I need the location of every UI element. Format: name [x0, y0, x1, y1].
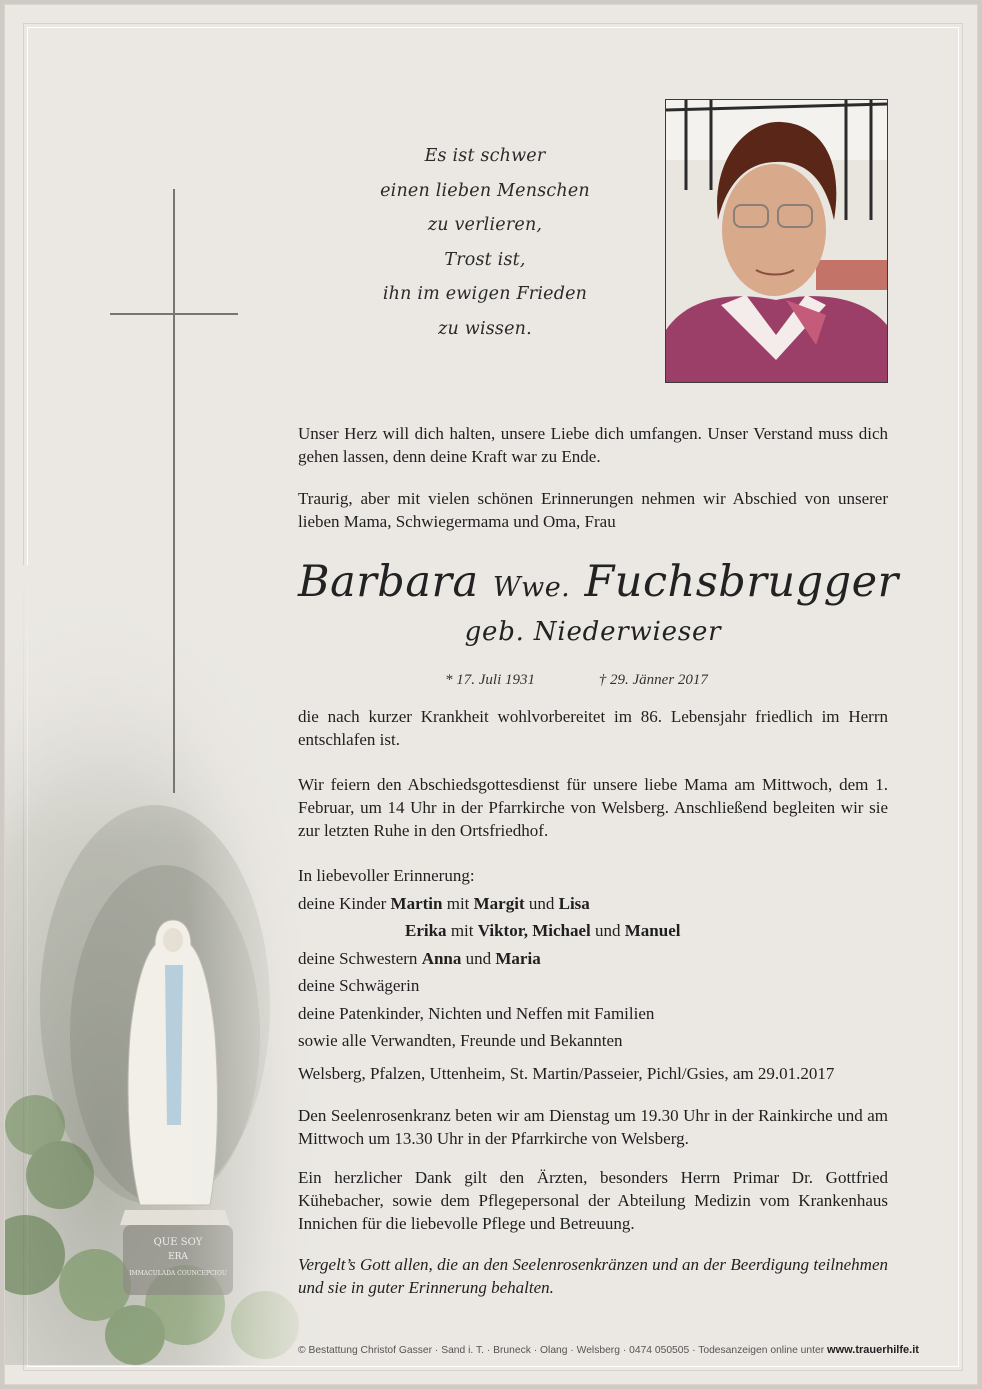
- connector: und: [528, 893, 555, 913]
- death-date: † 29. Jänner 2017: [598, 672, 708, 688]
- poem-line: einen lieben Menschen: [380, 180, 590, 201]
- grotto-background-image: [5, 565, 335, 1365]
- mourners-godchildren: deine Patenkinder, Nichten und Neffen mit Familien: [298, 1003, 655, 1023]
- name-manuel: Manuel: [624, 921, 681, 940]
- name-anna: Anna: [421, 948, 462, 968]
- birth-date: * 17. Juli 1931: [445, 672, 535, 688]
- obituary-card: [4, 4, 978, 1385]
- maiden-name: geb. Niederwieser: [464, 617, 722, 647]
- sisters-prefix: deine Schwestern: [298, 948, 418, 968]
- name-viktor: Viktor,: [477, 921, 528, 940]
- name-lisa: Lisa: [558, 893, 590, 913]
- last-name: Fuchsbrugger: [584, 557, 899, 607]
- mourners-sister-in-law: deine Schwägerin: [298, 976, 420, 995]
- connector: und: [465, 948, 492, 968]
- cross-icon-vertical: [173, 189, 175, 793]
- mourners-heading: In liebevoller Erinnerung:: [298, 866, 475, 885]
- poem: [335, 139, 635, 346]
- poem-line: ihn im ewigen Frieden: [382, 284, 588, 304]
- mourners-children-row-2: [298, 917, 888, 945]
- mourners-sisters: [298, 945, 888, 973]
- mourners-list: [298, 862, 888, 1055]
- first-name: Barbara: [298, 557, 479, 607]
- children-prefix: deine Kinder: [298, 893, 387, 913]
- footer: [298, 1344, 948, 1356]
- intro-paragraph-1: Unser Herz will dich halten, unsere Liebe dich umfangen. Unser Verstand muss dich gehen lassen, denn deine Kraft war zu Ende.: [298, 424, 888, 466]
- mourners-children-row-1: [298, 890, 888, 918]
- name-margit: Margit: [473, 893, 525, 913]
- life-dates: [445, 672, 765, 689]
- name-maria: Maria: [495, 948, 541, 968]
- intro-paragraph-2: Traurig, aber mit vielen schönen Erinnerungen nehmen wir Abschied von unserer lieben Mama, Schwiegermama und Oma, Frau: [298, 489, 888, 531]
- footer-text: © Bestattung Christof Gasser · Sand i. T. · Bruneck · Olang · Welsberg · 0474 050505 · Todesanzeigen online unter: [298, 1345, 825, 1356]
- closing-paragraph: Vergelt’s Gott allen, die an den Seelenrosenkränzen und an der Beerdigung teilnehmen und sie in guter Erinnerung behalten.: [298, 1255, 888, 1297]
- connector: und: [595, 921, 621, 940]
- connector: mit: [450, 921, 474, 940]
- footer-link[interactable]: www.trauerhilfe.it: [827, 1344, 919, 1356]
- place-and-date: Welsberg, Pfalzen, Uttenheim, St. Martin/Passeier, Pichl/Gsies, am 29.01.2017: [298, 1064, 835, 1083]
- deceased-name: [298, 557, 899, 607]
- name-martin: Martin: [390, 893, 443, 913]
- rosary-notice: Den Seelenrosenkranz beten wir am Dienstag um 19.30 Uhr in der Rainkirche und am Mittwoch um 13.30 Uhr in der Pfarrkirche von Welsberg.: [298, 1106, 888, 1148]
- cross-icon-horizontal: [110, 313, 238, 315]
- widow-title: Wwe.: [492, 572, 571, 603]
- poem-line: zu wissen.: [438, 318, 532, 339]
- body-paragraph-1: die nach kurzer Krankheit wohlvorbereitet im 86. Lebensjahr friedlich im Herrn entschlafen ist.: [298, 707, 888, 749]
- body-paragraph-2: Wir feiern den Abschiedsgottesdienst für unsere liebe Mama am Mittwoch, dem 1. Februar, um 14 Uhr in der Pfarrkirche von Welsberg. Anschließend begleiten wir sie zur letzten Ruhe in den Ortsfriedhof.: [298, 775, 888, 840]
- poem-line: zu verlieren,: [427, 215, 543, 235]
- name-erika: Erika: [405, 921, 447, 940]
- poem-line: Es ist schwer: [424, 146, 546, 166]
- connector: mit: [446, 893, 470, 913]
- mourners-relatives: sowie alle Verwandten, Freunde und Bekannten: [298, 1031, 623, 1050]
- name-michael: Michael: [532, 921, 591, 940]
- thanks-paragraph: Ein herzlicher Dank gilt den Ärzten, besonders Herrn Primar Dr. Gottfried Kühebacher, sowie dem Pflegepersonal der Abteilung Medizin vom Krankenhaus Innichen für die liebevolle Pflege und Betreuung.: [298, 1168, 888, 1233]
- poem-line: Trost ist,: [444, 249, 526, 270]
- portrait-photo: [665, 99, 888, 383]
